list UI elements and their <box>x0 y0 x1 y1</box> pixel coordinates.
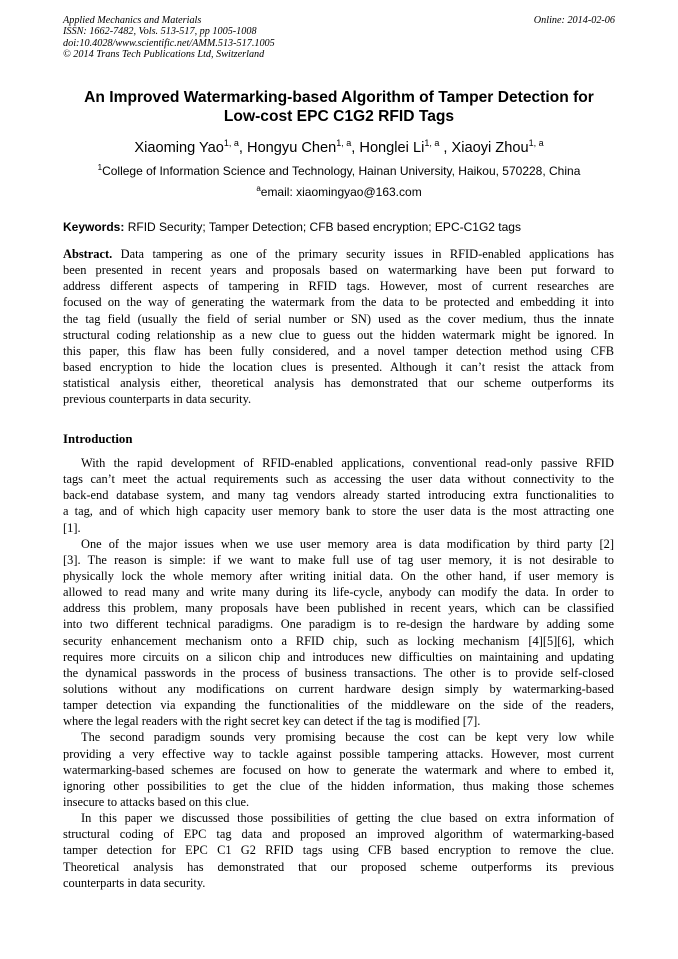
paragraph-line: into two different technical paradigms. One paradigm is to re-design the hardware by adding some <box>63 617 614 632</box>
paragraph-line: a tag, and of which high capacity user memory bank to store the user data is the most attracting one <box>63 504 614 519</box>
abstract-line: previous counterparts in data security. <box>63 392 252 407</box>
abstract <box>63 246 614 407</box>
abstract-first-line: Data tampering as one of the primary security issues in RFID-enabled applications has <box>112 247 614 261</box>
doi-line: doi:10.4028/www.scientific.net/AMM.513-517.1005 <box>63 37 275 49</box>
paragraph-line: One of the major issues when we use user memory area is data modification by third party [2] <box>81 536 614 551</box>
author-name: Xiaoyi Zhou <box>451 140 529 156</box>
author-affiliation-mark: 1, a <box>336 138 352 148</box>
abstract-label: Abstract. <box>63 247 113 261</box>
paragraph-line: providing a very effective way to tackle against possible tampering attacks. However, most current <box>63 746 614 761</box>
paragraph-line: physically lock the whole memory after writing initial data. On the other hand, if user memory is <box>63 568 614 583</box>
paragraph-line: structural coding of EPC tag data and proposed an improved algorithm of watermarking-based <box>63 827 614 842</box>
abstract-line: focused on the way of generating the watermark from the data to be protected and embedding it into <box>63 295 614 310</box>
journal-name: Applied Mechanics and Materials <box>63 15 202 26</box>
author-name: Honglei Li <box>359 140 425 156</box>
paragraph-line: watermarking-based schemes are focused on how to generate the watermark and where to embed it, <box>63 762 614 777</box>
paragraph-line: insecure to attacks based on this clue. <box>63 794 250 809</box>
keywords-text: RFID Security; Tamper Detection; CFB based encryption; EPC-C1G2 tags <box>124 220 521 234</box>
section-heading: Introduction <box>63 432 133 446</box>
abstract-line: structural coding relationship as a new clue to guess out the hidden watermark might be ignored. In <box>63 327 614 342</box>
paragraph-line: the dynamical passwords in the process of business transactions. The other is to provide self-closed <box>63 665 614 680</box>
paragraph-line: requires more circuits on a silicon chip and introduces new difficulties on maintaining and updating <box>63 649 614 664</box>
author-list <box>60 138 618 158</box>
contact-email <box>60 184 618 200</box>
paragraph-line: The second paradigm sounds very promising because the cost can be kept very low while <box>81 730 614 745</box>
email-mark: a <box>256 184 261 193</box>
title-line-2: Low-cost EPC C1G2 RFID Tags <box>223 108 455 125</box>
affiliation <box>60 163 618 179</box>
author-affiliation-mark: 1, a <box>424 138 440 148</box>
abstract-line: statistical analysis either, theoretical analysis has demonstrated that our scheme outperforms its <box>63 376 614 391</box>
paragraph-line: With the rapid development of RFID-enabled applications, conventional read-only passive RFID <box>81 456 614 470</box>
paragraph-line: where the legal readers with the right secret key can detect if the tag is modified [7]. <box>63 714 481 729</box>
title-line-1: An Improved Watermarking-based Algorithm of Tamper Detection for <box>84 89 594 106</box>
abstract-line <box>63 246 614 262</box>
paragraph-line: solutions without any modifications on current hardware design simply by watermarking-based <box>63 681 614 696</box>
paragraph-line: [3]. The reason is simple: if we want to make full use of tag user memory, it is not desirable to <box>63 552 614 567</box>
keywords-label: Keywords: <box>63 220 125 234</box>
abstract-line: the tag field (usually the field of serial number or SN) used as the cover medium, thus the innate <box>63 311 614 326</box>
abstract-line: based encryption to hide the location clues is presented. Although it can’t resist the attack from <box>63 359 614 374</box>
paper-title <box>60 88 618 126</box>
copyright-line: © 2014 Trans Tech Publications Ltd, Switzerland <box>63 49 265 61</box>
keywords <box>63 219 615 235</box>
paragraph-line: In this paper we discussed those possibilities of getting the clue based on extra information of <box>81 811 614 826</box>
paragraph-line: tamper detection via expanding the functionalities of the middleware on the side of the readers, <box>63 698 614 713</box>
author-separator: , <box>238 140 248 156</box>
abstract-line: been presented in recent years and proposals based on watermarking have been put forward to <box>63 263 614 278</box>
author-name: Xiaoming Yao <box>134 140 224 156</box>
email-text: email: xiaomingyao@163.com <box>260 185 422 199</box>
issn-line: ISSN: 1662-7482, Vols. 513-517, pp 1005-1008 <box>63 26 257 38</box>
online-date: Online: 2014-02-06 <box>533 15 615 26</box>
author-separator: , <box>439 140 452 156</box>
paragraph-line: counterparts in data security. <box>63 875 206 890</box>
paragraph-line: allowed to read many and write many during its life-cycle, anybody can modify the data. In order to <box>63 585 614 600</box>
affiliation-mark: 1 <box>97 163 103 172</box>
abstract-line: this paper, this flaw has been fully considered, and a novel tamper detection method using CFB <box>63 343 614 358</box>
author-separator: , <box>351 140 360 156</box>
paragraph-line: tags can’t meet the actual requirements such as accessing the user data without connectivity to the <box>63 472 614 487</box>
abstract-line: address different aspects of tampering in RFID tags. However, most of current researches are <box>63 279 614 294</box>
paragraph-line: address this problem, many proposals have been published in recent years, which can be classified <box>63 601 614 616</box>
paragraph-line: Theoretical analysis has demonstrated that our proposed scheme outperforms its previous <box>63 859 614 874</box>
paragraph-line: ignoring other possibilities to get the clue of the hidden information, thus making those schemes <box>63 778 614 793</box>
author-name: Hongyu Chen <box>247 140 337 156</box>
introduction-body <box>63 455 614 891</box>
author-affiliation-mark: 1, a <box>223 138 239 148</box>
running-header <box>63 15 275 61</box>
paragraph-line: back-end database system, and many tag vendors already started introducing extra functionalities to <box>63 488 614 503</box>
paragraph-line: security enhancement mechanism onto a RFID chip, such as locking mechanism [4][5][6], which <box>63 633 614 648</box>
paragraph-line: tamper detection for EPC C1 G2 RFID tags using CFB based encryption to remove the clue. <box>63 843 614 858</box>
paragraph-line: [1]. <box>63 520 81 535</box>
affiliation-text: College of Information Science and Technology, Hainan University, Haikou, 570228, China <box>102 164 581 178</box>
author-affiliation-mark: 1, a <box>528 138 544 148</box>
